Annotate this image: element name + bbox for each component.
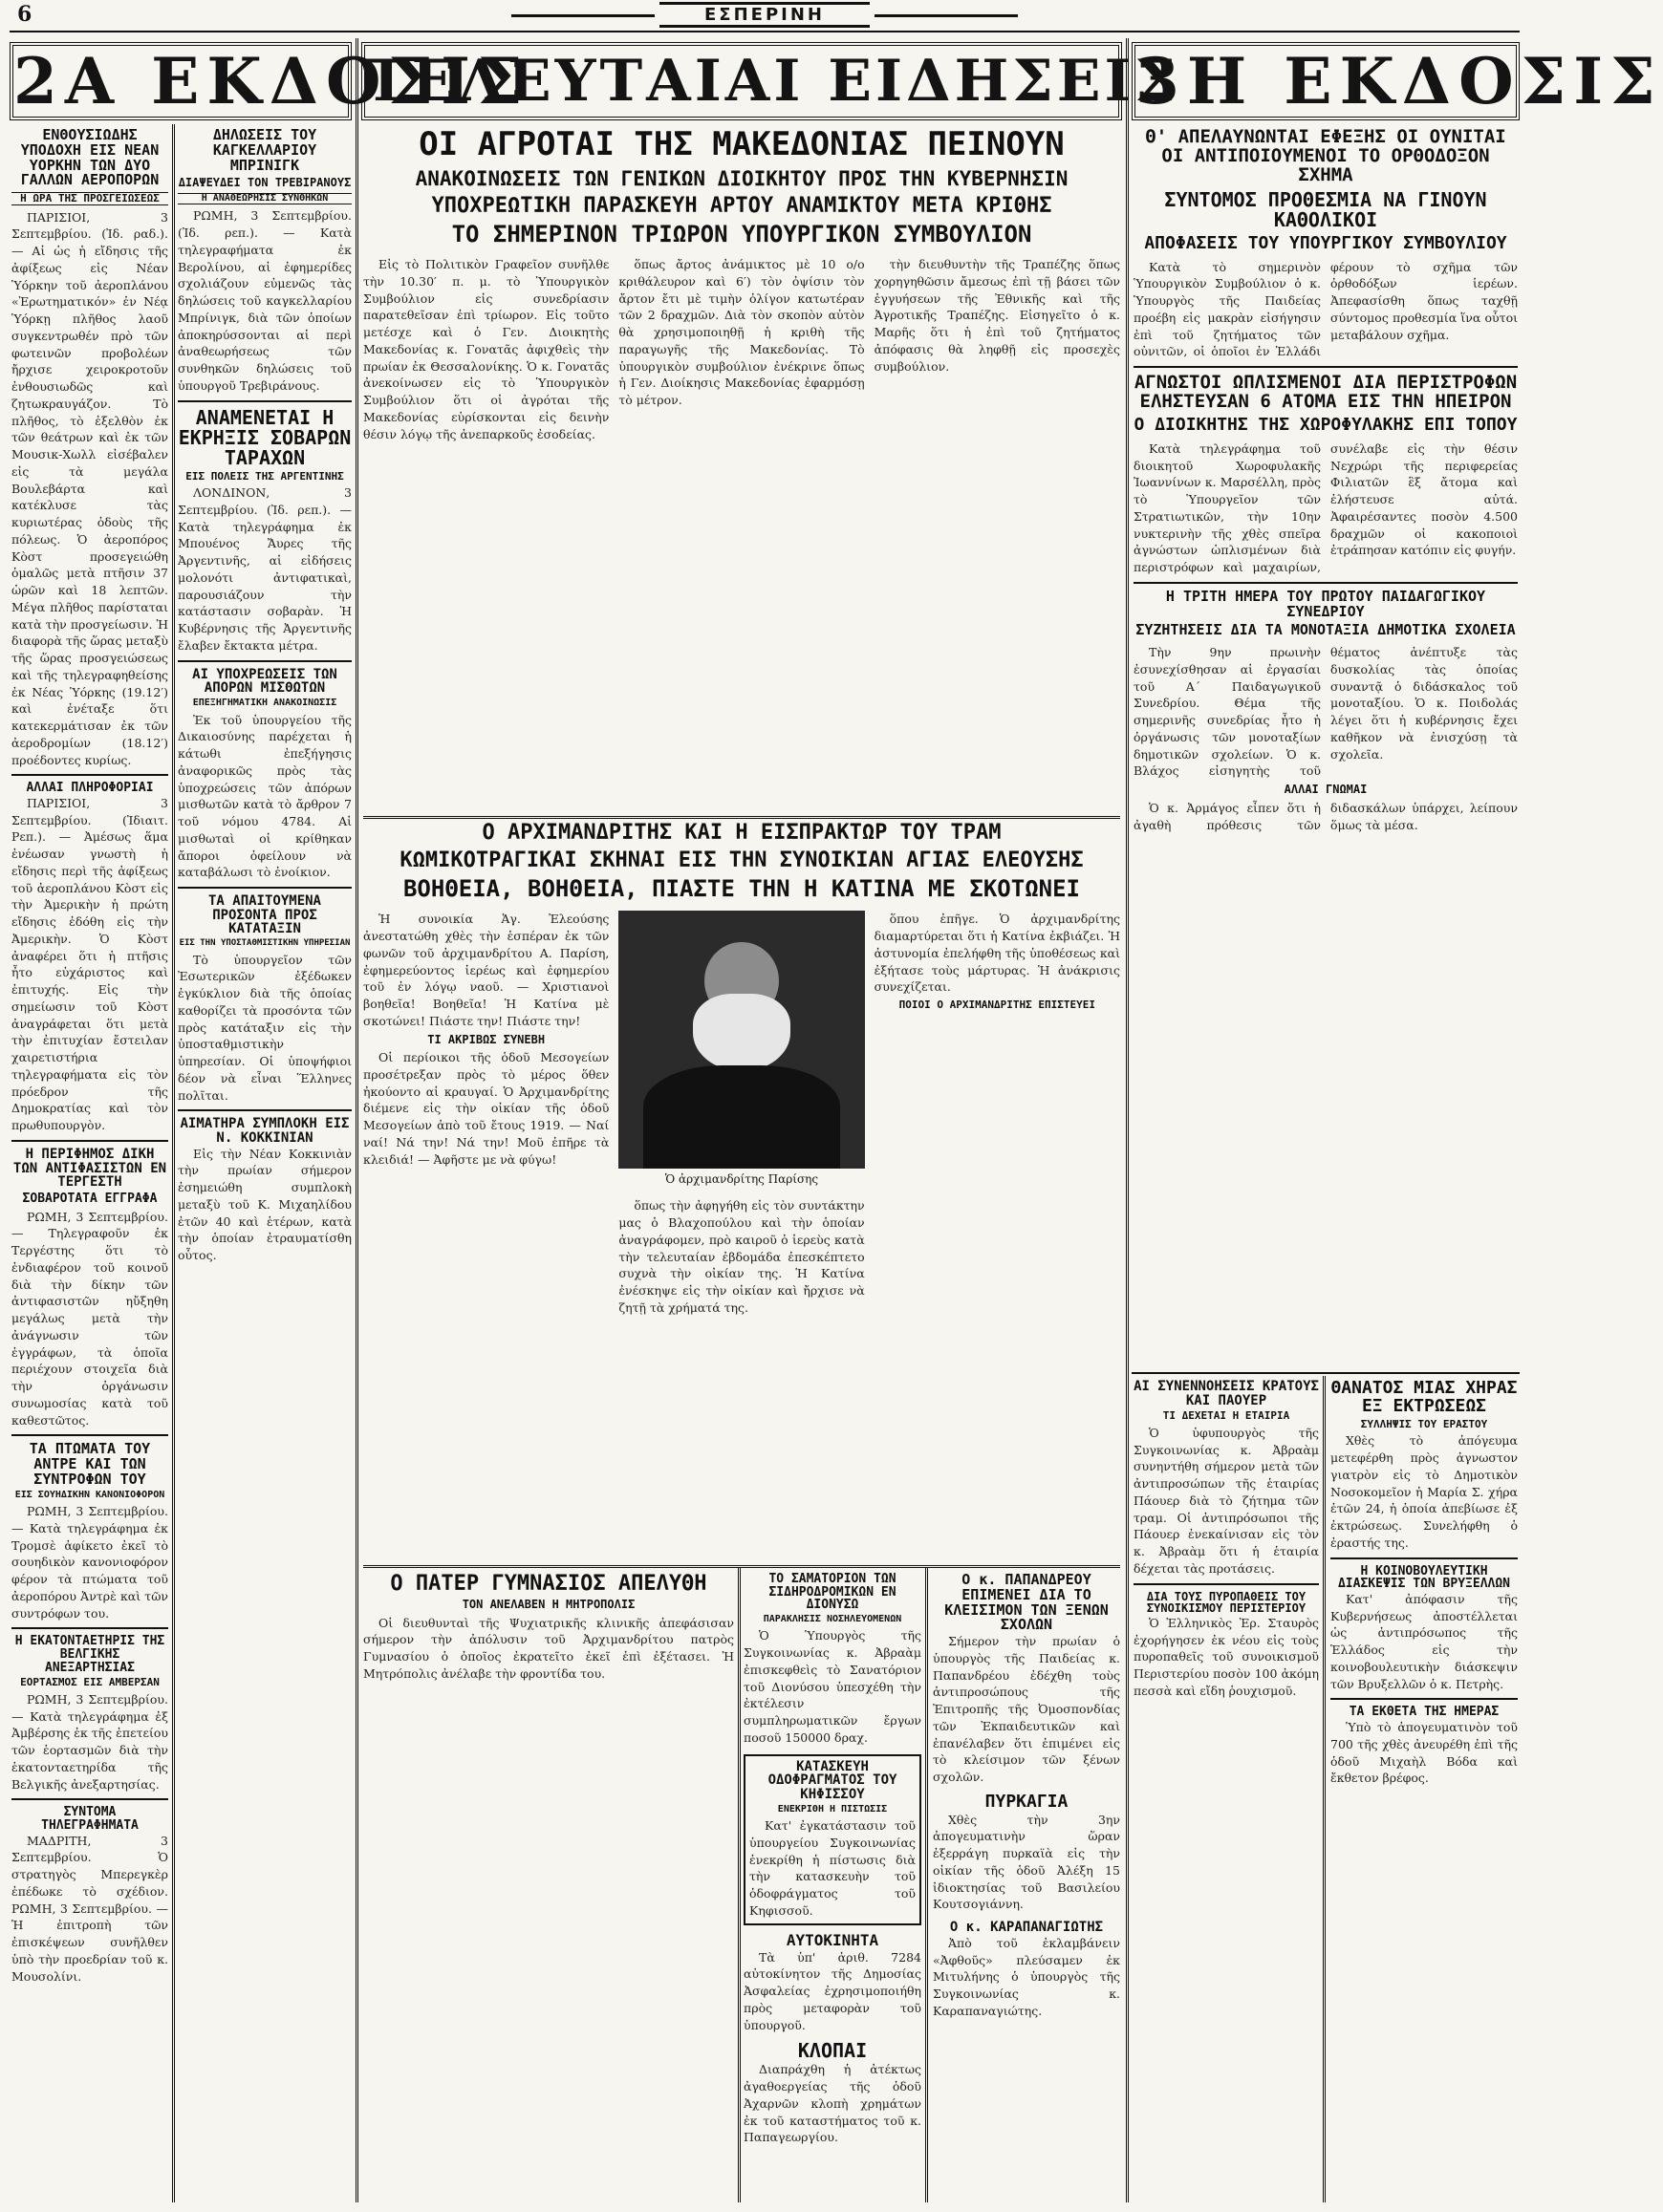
article-text: ΛΟΝΔΙΝΟΝ, 3 Σεπτεμβρίου. (Ἰδ. ρεπ.). — Κατὰ τηλεγράφημα ἐκ Μπουένος Ἄυρες τῆς Ἀργεντινῆς, αἱ εἰδήσεις μολονότι ἀντιφατικαὶ, παρουσιάζουν τὴν κατάστασιν σοβαρὰν. Ἡ Κυβέρνησις τῆς Ἀργεντινῆς ἔλαβεν ἔκτακτα μέτρα. <box>178 485 352 653</box>
article-text: Κατ' ἐγκατάστασιν τοῦ ὑπουργείου Συγκοινωνίας ἐνεκρίθη ἡ πίστωσις διὰ τὴν κατασκευὴν τοῦ ὁδοφράγματος τοῦ Κηφισσοῦ. <box>749 1818 916 1918</box>
banner-latest-news: ΤΕΛΕΥΤΑΙΑΙ ΕΙΔΗΣΕΙΣ <box>361 42 1122 120</box>
page-number: 6 <box>17 2 32 27</box>
subhead: ΑΠΟΦΑΣΕΙΣ ΤΟΥ ΥΠΟΥΡΓΙΚΟΥ ΣΥΜΒΟΥΛΙΟΥ <box>1144 232 1507 253</box>
subhead: ΤΟΝ ΑΝΕΛΑΒΕΝ Η ΜΗΤΡΟΠΟΛΙΣ <box>462 1598 636 1612</box>
article-text: Χθὲς τὴν 3ην ἀπογευματινὴν ὥραν ἐξερράγη πυρκαϊὰ εἰς τὴν οἰκίαν τῆς ὁδοῦ Ἀλέξη 15 ἰδιοκτησίας τοῦ Βασιλείου Κουτσογιάννη. <box>933 1812 1120 1912</box>
article-text: Σήμερον τὴν πρωίαν ὁ ὑπουργὸς τῆς Παιδείας κ. Παπανδρέου ἐδέχθη τοὺς ἀντιπροσώπους τῆς Ἐπιτροπῆς τῆς Ὀμοσπονδίας τῶν Ἐκπαιδευτικῶν καὶ ἐπανέλαβεν ὅτι ἐπιμένει εἰς τὸ κλείσιμον τῶν ξένων σχολῶν. <box>933 1634 1120 1784</box>
headline-pater: Ο ΠΑΤΕΡ ΓΥΜΝΑΣΙΟΣ ΑΠΕΛΥΘΗ <box>390 1572 707 1596</box>
article-text: ΡΩΜΗ, 3 Σεπτεμβρίου. (Ἰδ. ρεπ.). — Κατὰ τηλεγραφήματα ἐκ Βερολίνου, αἱ ἐφημερίδες σχολιάζουν εὐμενῶς τὰς δηλώσεις τοῦ καγκελλαρίου Μπρίνιγκ, διὰ τῶν ὁποίων ἀποκηρύσσονται αἱ περὶ ἀναθεωρήσεως τῶν συνθηκῶν δηλώσεις τοῦ ὑπουργοῦ Τρεβιράνους. <box>178 208 352 393</box>
article-text: ΠΑΡΙΣΙΟΙ, 3 Σεπτεμβρίου. (Ἰδιαιτ. Ρεπ.). — Ἀμέσως ἅμα ἐνέωσαν γνωστὴ ἡ εἴδησις περὶ τῆς ἀφίξεως τοῦ ἀεροπλάνου Κὸστ εἰς τὴν Ἀμερικὴν ἡ πρώτη εἴδησις ἐδόθη εἰς τὴν Ἀμερικὴν. Ὁ Κὸστ ἀναφέρει ὅτι ἡ πτῆσις ἦτο εὐχάριστος καὶ ἐπιτυχής. Εἰς τὴν σημείωσιν τοῦ Κὸστ ἀναγράφεται ὅτι μετὰ τὴν ἐπιτυχίαν ἔστειλαν χαιρετιστήρια τηλεγραφήματα εἰς τὸν πρόεδρον τῆς Δημοκρατίας καὶ τὸν πρωθυπουργὸν. <box>11 795 168 1133</box>
subhead: ΤΟ ΣΗΜΕΡΙΝΟΝ ΤΡΙΩΡΟΝ ΥΠΟΥΡΓΙΚΟΝ ΣΥΜΒΟΥΛΙΟΝ <box>451 220 1032 247</box>
column-divider <box>172 124 175 2202</box>
column-5-bottom-right <box>1330 1380 1518 2201</box>
masthead: ΕΣΠΕΡΙΝΗ <box>659 2 870 28</box>
column-divider <box>738 1567 741 2202</box>
banner-3rd-edition: 3Η ΕΚΔΟΣΙΣ <box>1132 42 1520 120</box>
headline-thefts: ΚΛΟΠΑΙ <box>797 2039 868 2063</box>
subhead: Η ΩΡΑ ΤΗΣ ΠΡΟΣΓΕΙΩΣΕΩΣ <box>11 192 168 205</box>
article-text: Εἰς τὴν Νέαν Κοκκινιὰν τὴν πρωίαν σήμερον ἐσημειώθη συμπλοκὴ μεταξὺ τοῦ Κ. Μιχαηλίδου ἐτῶν 40 καὶ ἑτέρων, κατὰ τὴν ὁποίαν ἐτραυματίσθη οὗτος. <box>178 1146 352 1263</box>
article-text: Κατὰ τηλεγράφημα τοῦ διοικητοῦ Χωροφυλακῆς Ἰωαννίνων κ. Μαρσέλλη, πρὸς τὸ Ὑπουργεῖον τῶν Στρατιωτικῶν, τὴν 10ην νυκτερινὴν τῆς χθὲς σπεῖρα ἀγνώστων ὡπλισμένων διὰ περιστρόφων καὶ μαχαιρίων, συνέλαβε εἰς τὴν θέσιν Νεχρώρι τῆς περιφερείας Φιλιατῶν ἓξ ἄτομα καὶ ἐλήστευσε αὐτά. Ἀφαιρέσαντες ποσὸν 4.500 δραχμῶν οἱ κακοποιοὶ ἐτράπησαν κατόπιν εἰς φυγήν. <box>1134 440 1518 575</box>
column-divider <box>356 38 358 2202</box>
subhead: ΕΙΣ ΠΟΛΕΙΣ ΤΗΣ ΑΡΓΕΝΤΙΝΗΣ <box>185 469 344 483</box>
headline-sanatorium: ΤΟ ΣΑΜΑΤΟΡΙΟΝ ΤΩΝ ΣΙΔΗΡΟΔΡΟΜΙΚΩΝ ΕΝ ΔΙΟΝΥΣΩ <box>768 1572 896 1613</box>
boxed-item <box>744 1754 921 1925</box>
article-text: Χθὲς τὸ ἀπόγευμα μετεφέρθη πρὸς ἀγνωστον γιατρὸν εἰς τὸ Δημοτικὸν Νοσοκομεῖον ἡ Μαρία Σ. χήρα ἐτῶν 24, ἡ ὁποία ἀπεβίωσε ἐξ ἐκτρώσεως. Συνελήφθη ὁ ἐραστής της. <box>1330 1433 1518 1550</box>
article-text: ΜΑΔΡΙΤΗ, 3 Σεπτεμβρίου. Ὁ στρατηγὸς Μπερεγκὲρ ἐπέδωκε τὸ σχέδιον. ΡΩΜΗ, 3 Σεπτεμβρίου. — Ἡ ἐπιτροπὴ τῶν ἐπισκέψεων συνῆλθεν ὑπὸ τὴν προεδρίαν τοῦ κ. Μουσολίνι. <box>11 1833 168 1984</box>
headline-archimandrite: Ο ΑΡΧΙΜΑΝΔΡΙΤΗΣ ΚΑΙ Η ΕΙΣΠΡΑΚΤΩΡ ΤΟΥ ΤΡΑΜ <box>482 821 1002 845</box>
article-text: Ἡ συνοικία Ἁγ. Ἐλεούσης ἀνεστατώθη χθὲς τὴν ἑσπέραν ἐκ τῶν φωνῶν τοῦ ἀρχιμανδρίτου Α. Παρίση, ἐφημερεύοντος ἱερέως καὶ ἐφημερίου τοῦ ἐν λόγῳ ναοῦ. — Χριστιανοὶ βοηθεῖα! Βοηθεῖα! Ἡ Κατίνα μὲ σκοτώνει! Πιάστε την! Πιάστε την! <box>363 912 610 1028</box>
banner-2nd-edition: 2Α ΕΚΔΟΣΙΣ <box>10 42 352 120</box>
article-text: Τὴν 9ην πρωινὴν ἐσυνεχίσθησαν αἱ ἐργασίαι τοῦ Α΄ Παιδαγωγικοῦ Συνεδρίου. Θέμα τῆς σημερινῆς συνεδρίας ἦτο ἡ ὀργάνωσις τῶν μονοταξίων δημοτικῶν σχολείων. Ὁ κ. Βλάχος εἰσηγητὴς τοῦ θέματος ἀνέπτυξε τὰς δυσκολίας τὰς ὁποίας συναντᾷ ὁ διδάσκαλος τοῦ μονοταξίου. Ὁ κ. Ποιδολάς λέγει ὅτι ἡ κυβέρνησις ἔχει καθῆκον νὰ ἐνισχύσῃ τὰ σχολεῖα. <box>1134 645 1518 779</box>
subhead: ΑΛΛΑΙ ΓΝΩΜΑΙ <box>1284 783 1368 797</box>
headline-telegrams: ΣΥΝΤΟΜΑ ΤΗΛΕΓΡΑΦΗΜΑΤΑ <box>41 1805 139 1833</box>
column-5-bottom-left <box>1134 1380 1319 2201</box>
subhead: ΕΝΕΚΡΙΘΗ Η ΠΙΣΤΩΣΙΣ <box>777 1803 888 1815</box>
headline-belgium: Η ΕΚΑΤΟΝΤΑΕΤΗΡΙΣ ΤΗΣ ΒΕΛΓΙΚΗΣ ΑΝΕΞΑΡΤΗΣΙΑΣ <box>14 1634 165 1675</box>
article-text: Ἀπὸ τοῦ ἐκλαμβάνειν «Ἀφθοῦς» πλεύσαμεν ἐκ Μιτυλήνης ὁ ὑπουργὸς τῆς Συγκοινωνίας κ. Καραπαναγιώτης. <box>933 1935 1120 2018</box>
subhead: ΤΙ ΔΕΧΕΤΑΙ Η ΕΤΑΙΡΙΑ <box>1162 1409 1290 1423</box>
subhead: ΥΠΟΧΡΕΩΤΙΚΗ ΠΑΡΑΣΚΕΥΗ ΑΡΤΟΥ ΑΝΑΜΙΚΤΟΥ ΜΕΤΑ ΚΡΙΘΗΣ <box>431 193 1052 218</box>
headline-widow-death: ΘΑΝΑΤΟΣ ΜΙΑΣ ΧΗΡΑΣ ΕΞ ΕΚΤΡΩΣΕΩΣ <box>1330 1378 1518 1416</box>
subhead: ΑΝΑΚΟΙΝΩΣΕΙΣ ΤΩΝ ΓΕΝΙΚΩΝ ΔΙΟΙΚΗΤΟΥ ΠΡΟΣ ΤΗΝ ΚΥΒΕΡΝΗΣΙΝ <box>415 166 1069 190</box>
headline-paris-flight: ΕΝΘΟΥΣΙΩΔΗΣ ΥΠΟΔΟΧΗ ΕΙΣ ΝΕΑΝ ΥΟΡΚΗΝ ΤΩΝ ΔΥΟ ΓΑΛΛΩΝ ΑΕΡΟΠΟΡΩΝ <box>20 126 160 189</box>
headline-macedonia-farmers: ΟΙ ΑΓΡΟΤΑΙ ΤΗΣ ΜΑΚΕΔΟΝΙΑΣ ΠΕΙΝΟΥΝ <box>419 125 1065 163</box>
section-divider <box>1132 1372 1520 1374</box>
subhead-quote: ΒΟΗΘΕΙΑ, ΒΟΗΘΕΙΑ, ΠΙΑΣΤΕ ΤΗΝ Η ΚΑΤΙΝΑ ΜΕ ΣΚΟΤΩΝΕΙ <box>402 875 1080 903</box>
column-divider <box>1126 38 1129 2202</box>
headline-power-talks: ΑΙ ΣΥΝΕΝΝΟΗΣΕΙΣ ΚΡΑΤΟΥΣ ΚΑΙ ΠΑΟΥΕΡ <box>1134 1379 1319 1408</box>
subhead: ΣΟΒΑΡΟΤΑΤΑ ΕΓΓΡΑΦΑ <box>22 1192 158 1206</box>
headline-trieste-trial: Η ΠΕΡΙΦΗΜΟΣ ΔΙΚΗ ΤΩΝ ΑΝΤΙΦΑΣΙΣΤΩΝ ΕΝ ΤΕΡΓΕΣΤΗ <box>12 1146 167 1191</box>
article-text: ὅπως τὴν ἀφηγήθη εἰς τὸν συντάκτην μας ὁ Βλαχοπούλου καὶ τὴν ὁποίαν ἀναγράφομεν, πρὸ καιροῦ ὁ ἱερεὺς κατὰ τὴν τελευταίαν ἐβδομάδα ἐπεσκέπτετο συχνὰ τὴν οἰκίαν της. Ἡ Κατίνα ἐνέσκηψε εἰς τὴν οἰκίαν καὶ ἤρχισε νὰ ζητῇ τὰ χρήματά της. <box>618 1198 865 1315</box>
column-2 <box>178 128 352 2201</box>
archimandrite-story <box>363 822 1120 1567</box>
headline-kifissos: ΚΑΤΑΣΚΕΥΗ ΟΔΟΦΡΑΓΜΑΤΟΣ ΤΟΥ ΚΗΦΙΣΣΟΥ <box>767 1758 897 1803</box>
subhead: ΕΟΡΤΑΣΜΟΣ ΕΙΣ ΑΜΒΕΡΣΑΝ <box>20 1676 160 1689</box>
article-text: ΠΑΡΙΣΙΟΙ, 3 Σεπτεμβρίου. (Ἰδ. ραδ.). — Αἱ ὡς ἡ εἴδησις τῆς ἀφίξεως εἰς Νέαν Ὑόρκην τοῦ ἀεροπλάνου «Ἐρωτηματικόν» ἐν Νέᾳ Ὑόρκῃ πλῆθος λαοῦ συγκεντρωθέν πρὸ τῶν φωτεινῶν προβολέων ἤρχισε χειροκροτοῦν ἐνθουσιωδῶς καὶ ζητωκραυγάζον. Τὸ πλῆθος, τὸ ἐξελθὸν ἐκ τῶν θεάτρων καὶ ἐκ τῶν Μουσικ-Χωλλ εἰσέβαλεν εἰς τὰ μεγάλα Βουλεβάρτα καὶ κατέκλυσε τὰς κυριωτέρας ὁδοὺς τῆς πόλεως. Ὁ ἀεροπόρος Κὸστ προσεγειώθη ὁμαλῶς μετὰ πτῆσιν 37 ὡρῶν καὶ 18 λεπτῶν. Μέγα πλῆθος παρίσταται κατὰ τὴν προσγείωσιν. Ἡ διαφορὰ τῆς ὥρας μεταξὺ τῆς ὥρας προσγειώσεως καὶ τῆς τηλεγραφηθείσης ἐκ Νέας Ὑόρκης (19.12′) καὶ ἐνέταξε ὅτι κατεκερμάτισαν ἐκ τῶν ἀεροδρομίων (18.12′) προέδοντες κυρίως. <box>11 209 168 767</box>
subhead: ΔΙΑΨΕΥΔΕΙ ΤΟΝ ΤΡΕΒΙΡΑΝΟΥΣ <box>178 176 352 190</box>
subhead: ΠΟΙΟΙ Ο ΑΡΧΙΜΑΝΔΡΙΤΗΣ ΕΠΙΣΤΕΥΕΙ <box>898 999 1095 1012</box>
article-text: ΡΩΜΗ, 3 Σεπτεμβρίου. — Κατὰ τηλεγράφημα ἐξ Ἀμβέρσης ἐκ τῆς ἐπετείου τῶν ἑορτασμῶν διὰ τὴν ἑκατονταετηρίδα τῆς Βελγικῆς ἀνεξαρτησίας. <box>11 1691 168 1792</box>
article-text: Κατὰ τὸ σημερινὸν Ὑπουργικὸν Συμβούλιον ὁ κ. Ὑπουργὸς τῆς Παιδείας προέβη εἰς μακρὰν εἰσήγησιν ἐπὶ τοῦ ζητήματος τῶν οὐνιτῶν, οἱ ὁποῖοι ἐν Ἑλλάδι φέρουν τὸ σχῆμα τῶν ὀρθοδόξων ἱερέων. Ἀπεφασίσθη ὅπως ταχθῇ σύντομος προθεσμία ἵνα οὗτοι μεταβάλουν σχῆμα. <box>1134 259 1518 359</box>
subhead: ΕΠΕΞΗΓΗΜΑΤΙΚΗ ΑΝΑΚΟΙΝΩΣΙΣ <box>192 698 337 709</box>
headline-epirus-robbery: ΑΓΝΩΣΤΟΙ ΩΠΛΙΣΜΕΝΟΙ ΔΙΑ ΠΕΡΙΣΤΡΟΦΩΝ ΕΛΗΣΤΕΥΣΑΝ 6 ΑΤΟΜΑ ΕΙΣ ΤΗΝ ΗΠΕΙΡΟΝ <box>1134 372 1518 413</box>
photo-block <box>618 911 864 1197</box>
headline-bruning: ΔΗΛΩΣΕΙΣ ΤΟΥ ΚΑΓΚΕΛΛΑΡΙΟΥ ΜΠΡΙΝΙΓΚ <box>212 126 317 174</box>
section-divider <box>363 1565 1120 1568</box>
article-text: Διαπράχθη ἡ ἀτέκτως ἀγαθοεργείας τῆς ὁδοῦ Ἀχαρνῶν κλοπὴ χρημάτων ἐκ τοῦ καταστήματος τοῦ κ. Παπαγεωργίου. <box>744 2062 921 2145</box>
article-text: Ὑπὸ τὸ ἀπογευματινὸν τοῦ 700 τῆς χθὲς ἀνευρέθη ἐπὶ τῆς ὁδοῦ Μιχαὴλ Βόδα καὶ ἔκθετον βρέφος. <box>1330 1720 1518 1786</box>
subhead: ΠΑΡΑΚΛΗΣΙΣ ΝΟΣΗΛΕΥΟΜΕΝΩΝ <box>763 1613 902 1624</box>
headline-andree-bodies: ΤΑ ΠΤΩΜΑΤΑ ΤΟΥ ΑΝΤΡΕ ΚΑΙ ΤΩΝ ΣΥΝΤΡΟΦΩΝ ΤΟΥ <box>29 1440 151 1488</box>
article-text: ὅπως ἄρτος ἀνάμικτος μὲ 10 ο/ο κριθάλευρον καὶ 6′) τὸν ὀψίσιν τὸν ἄρτον ἔτι μὲ τιμὴν ὀλίγον κατωτέραν τῶν 2 δραχμῶν. Διὰ τὸν σκοπὸν αὐτὸν θὰ χρησιμοποιηθῇ ἡ κριθὴ τῆς παραγωγῆς τῆς Μακεδονίας. Τὸ ὑπουργικὸν συμβούλιον ἐνέκρινε ὅπως ἡ Γεν. Διοίκησις Μακεδονίας ἐφαρμόσῃ τὸ μέτρον. <box>618 257 865 408</box>
headline-karapanagiotis: Ο κ. ΚΑΡΑΠΑΝΑΓΙΩΤΗΣ <box>949 1920 1104 1936</box>
story-papandreou <box>933 1573 1120 2203</box>
subhead: ΣΥΖΗΤΗΣΕΙΣ ΔΙΑ ΤΑ ΜΟΝΟΤΑΞΙΑ ΔΗΜΟΤΙΚΑ ΣΧΟΛΕΙΑ <box>1135 621 1516 639</box>
article-text: ΡΩΜΗ, 3 Σεπτεμβρίου. — Κατὰ τηλεγράφημα ἐκ Τρομσὲ ἀφίκετο ἐκεῖ τὸ σουηδικὸν κανονιοφόρον φέρον τὰ πτώματα τοῦ ἀεροπόρου Ἀντρὲ καὶ τῶν συντρόφων του. <box>11 1504 168 1621</box>
article-text: Οἱ διευθυνταὶ τῆς Ψυχιατρικῆς κλινικῆς ἀπεφάσισαν σήμερον τὴν ἀπόλυσιν τοῦ Ἀρχιμανδρίτου πατρὸς Γυμνασίου ὁ ὁποῖος ἐκρατεῖτο ἐκεῖ ἐπὶ ἐξέτασει. Ἡ Μητρόπολις ἀνέλαβε τὴν φροντίδα του. <box>363 1615 734 1681</box>
column-divider <box>1323 1376 1326 2202</box>
headline-kokkinia: ΑΙΜΑΤΗΡΑ ΣΥΜΠΛΟΚΗ ΕΙΣ Ν. ΚΟΚΚΙΝΙΑΝ <box>180 1116 350 1146</box>
article-text: Ὁ Ἑλληνικὸς Ἐρ. Σταυρὸς ἐχορήγησεν ἐκ νέου εἰς τοὺς πυροπαθεῖς τοῦ συνοικισμοῦ Περιστερίου ποσὸν 100 ἀκόμη πεσσὰ καὶ εἴδη ῥουχισμοῦ. <box>1134 1615 1319 1698</box>
article-text: Κατ' ἀπόφασιν τῆς Κυβερνήσεως ἀποστέλλεται ὡς ἀντιπρόσωπος τῆς Ἑλλάδος εἰς τὴν κοινοβουλευτικὴν διάσκεψιν τῶν Βρυξελλῶν ὁ κ. Πετρὴς. <box>1330 1591 1518 1691</box>
subhead: ΚΩΜΙΚΟΤΡΑΓΙΚΑΙ ΣΚΗΝΑΙ ΕΙΣ ΤΗΝ ΣΥΝΟΙΚΙΑΝ ΑΓΙΑΣ ΕΛΕΟΥΣΗΣ <box>400 848 1084 873</box>
photo-caption: Ὁ ἀρχιμανδρίτης Παρίσης <box>664 1172 819 1187</box>
subhead: ΣΥΝΤΟΜΟΣ ΠΡΟΘΕΣΜΙΑ ΝΑ ΓΙΝΟΥΝ ΚΑΘΟΛΙΚΟΙ <box>1164 187 1487 231</box>
article-text: ΡΩΜΗ, 3 Σεπτεμβρίου. — Τηλεγραφοῦν ἐκ Τεργέστης ὅτι τὸ ἐνδιαφέρον τοῦ κοινοῦ διὰ τὴν δίκην τῶν ἀντιφασιστῶν ηὔξηθη μεγάλως μετὰ τὴν ἀνάγνωσιν τῶν ἐγγράφων, τὰ ὁποῖα περιέχουν στοιχεῖα διὰ τὴν ὀργάνωσιν συνωμοσίας κατὰ τοῦ καθεστῶτος. <box>11 1209 168 1428</box>
article-text: Οἱ περίοικοι τῆς ὁδοῦ Μεσογείων προσέτρεξαν πρὸς τὸ μέρος ὅθεν ἠκούοντο αἱ κραυγαί. Ὁ Ἀρχιμανδρίτης διέμενε εἰς τὴν οἰκίαν τῆς ὁδοῦ Μεσογείων ἀπὸ τοῦ ἔτους 1919. — Ναί ναί! Νά την! Νά την! Μοῦ ἐπῆρε τὰ κλειδιά! — Ἀφῆστε με νὰ φύγω! <box>363 1050 610 1167</box>
column-1 <box>11 128 168 2201</box>
article-text: Τὰ ὑπ' ἀριθ. 7284 αὐτοκίνητον τῆς Δημοσίας Ἀσφαλείας ἐχρησιμοποιήθη πρὸς μεταφορὰν τοῦ ὑπουργοῦ. <box>744 1949 921 2032</box>
headline-fire: ΠΥΡΚΑΓΙΑ <box>984 1791 1069 1812</box>
article-text: ὅπου ἐπῆγε. Ὁ ἀρχιμανδρίτης διαμαρτύρεται ὅτι ἡ Κατίνα ἐκβιάζει. Ἡ ἀστυνομία ἐπελήφθη τῆς ὑποθέσεως καὶ ἐξήτασε τοὺς μάρτυρας. Ἡ ἀνάκρισις συνεχίζεται. <box>874 912 1120 995</box>
article-text: Ὁ κ. Ἀρμάγος εἶπεν ὅτι ἡ ἀγαθὴ πρόθεσις τῶν διδασκάλων ὑπάρχει, λείπουν ὅμως τὰ μέσα. <box>1134 800 1518 832</box>
section-divider <box>363 816 1120 819</box>
headline: ΑΛΛΑΙ ΠΛΗΡΟΦΟΡΙΑΙ <box>26 781 154 796</box>
subhead: Η ΑΝΑΘΕΩΡΗΣΙΣ ΣΥΝΘΗΚΩΝ <box>178 193 352 205</box>
article-text: Τὸ ὑπουργεῖον τῶν Ἐσωτερικῶν ἐξέδωκεν ἐγκύκλιον διὰ τῆς ὁποίας καθορίζει τὰ προσόντα τῶν πρὸς κατάταξιν εἰς τὴν ὑποσταθμιστικὴν ὑπηρεσίαν. Οἱ ὑποψήφιοι δέον νὰ εἶναι Ἕλληνες πολῖται. <box>178 952 352 1103</box>
article-text: Ὁ ὑφυπουργὸς τῆς Συγκοινωνίας κ. Ἀβραὰμ συνηντήθη σήμερον μετὰ τῶν ἀντιπροσώπων τῆς ἑταιρίας Πάουερ διὰ τὸ ζήτημα τῶν τραμ. Οἱ ἀντιπρόσωποι τῆς Πάουερ ἐνεκαίνισαν εἰς τὸν κ. Ἀβραὰμ ὅτι ἡ ἑταιρία δέχεται τὰς προτάσεις. <box>1134 1425 1319 1576</box>
column-5-top <box>1134 128 1518 1370</box>
article-text: Εἰς τὸ Πολιτικὸν Γραφεῖον συνῆλθε τὴν 10.30′ π. μ. τὸ Ὑπουργικὸν Συμβούλιον εἰς συνεδρίασιν παρατεθεῖσαν ἐπὶ τρίωρον. Εἰς τοῦτο μετέσχε καὶ ὁ Γεν. Διοικητὴς Μακεδονίας κ. Γονατᾶς ἀφιχθεὶς τὴν πρωίαν ἐκ Θεσσαλονίκης. Ὁ κ. Γονατᾶς ἀνεκοίνωσεν εἰς τὸ Ὑπουργικὸν Συμβούλιον ὅτι οἱ ἀγρόται τῆς Μακεδονίας εὑρίσκονται εἰς δεινὴν θέσιν λόγῳ τῆς ἀνεπαρκοῦς ἐσοδείας. <box>363 257 610 441</box>
headline-papandreou: Ο κ. ΠΑΠΑΝΔΡΕΟΥ ΕΠΙΜΕΝΕΙ ΔΙΑ ΤΟ ΚΛΕΙΣΙΜΟΝ ΤΩΝ ΞΕΝΩΝ ΣΧΟΛΩΝ <box>944 1571 1109 1634</box>
lead-story <box>363 125 1120 816</box>
headline-foundlings: ΤΑ ΕΚΘΕΤΑ ΤΗΣ ΗΜΕΡΑΣ <box>1349 1705 1500 1720</box>
article-text: τὴν διευθυντὴν τῆς Τραπέζης ὅπως χορηγηθῶσιν ἄμεσως ἐπὶ τῇ βάσει τῶν ἐγγυήσεων τῆς Ἐθνικῆς καὶ τῆς Ἀγροτικῆς Τραπέζης. Εἰσηγεῖτο ὁ κ. Μαρῆς ὅτι ἡ ἐπὶ τοῦ ζητήματος ἀπόφασις θὰ ληφθῇ εἰς προσεχὲς συμβούλιον. <box>874 257 1120 374</box>
headline-uniates: Θ' ΑΠΕΛΑΥΝΩΝΤΑΙ ΕΦΕΞΗΣ ΟΙ ΟΥΝΙΤΑΙ ΟΙ ΑΝΤΙΠΟΙΟΥΜΕΝΟΙ ΤΟ ΟΡΘΟΔΟΞΟΝ ΣΧΗΜΑ <box>1145 126 1506 185</box>
page-header <box>10 0 1520 32</box>
subhead: Ο ΔΙΟΙΚΗΤΗΣ ΤΗΣ ΧΩΡΟΦΥΛΑΚΗΣ ΕΠΙ ΤΟΠΟΥ <box>1134 415 1518 436</box>
story-sanatorium <box>744 1573 921 2203</box>
subhead: ΤΙ ΑΚΡΙΒΩΣ ΣΥΝΕΒΗ <box>427 1032 546 1046</box>
headline-pedagogical-congress: Η ΤΡΙΤΗ ΗΜΕΡΑ ΤΟΥ ΠΡΩΤΟΥ ΠΑΙΔΑΓΩΓΙΚΟΥ ΣΥΝΕΔΡΙΟΥ <box>1165 587 1486 620</box>
article-text: Ὁ Ὑπουργὸς τῆς Συγκοινωνίας κ. Ἀβραὰμ ἐπισκεφθεὶς τὸ Σανατόριον τοῦ Διονύσου ὑπεσχέθη τὴν ἐκτέλεσιν συμπληρωματικῶν ἔργων ποσοῦ 150000 δραχ. <box>744 1628 921 1745</box>
headline-peristeri-fire: ΔΙΑ ΤΟΥΣ ΠΥΡΟΠΑΘΕΙΣ ΤΟΥ ΣΥΝΟΙΚΙΣΜΟΥ ΠΕΡΙΣΤΕΡΙΟΥ <box>1146 1589 1307 1616</box>
story-pater <box>363 1573 734 2203</box>
headline-brussels-conference: Η ΚΟΙΝΟΒΟΥΛΕΥΤΙΚΗ ΔΙΑΣΚΕΨΙΣ ΤΩΝ ΒΡΥΞΕΛΛΩΝ <box>1337 1563 1510 1592</box>
headline-qualifications: ΤΑ ΑΠΑΙΤΟΥΜΕΝΑ ΠΡΟΣΟΝΤΑ ΠΡΟΣ ΚΑΤΑΤΑΞΙΝ <box>207 893 321 937</box>
article-text: Ἐκ τοῦ ὑπουργείου τῆς Δικαιοσύνης παρέχεται ἡ κάτωθι ἐπεξήγησις ἀναφορικῶς πρὸς τὰς ὑποχρεώσεις τῶν ἀπόρων μισθωτῶν κατὰ τὸ ἄρθρον 7 τοῦ νόμου 4784. Αἱ μισθωταὶ οἱ κρίθηκαν ἄποροι ὀφείλουν νὰ καταβάλωσι τὸ ἐνοίκιον. <box>178 712 352 880</box>
headline-argentina: ΑΝΑΜΕΝΕΤΑΙ Η ΕΚΡΗΞΙΣ ΣΟΒΑΡΩΝ ΤΑΡΑΧΩΝ <box>178 405 352 469</box>
headline-tenants: ΑΙ ΥΠΟΧΡΕΩΣΕΙΣ ΤΩΝ ΑΠΟΡΩΝ ΜΙΣΘΩΤΩΝ <box>192 666 337 697</box>
subhead: ΣΥΛΛΗΨΙΣ ΤΟΥ ΕΡΑΣΤΟΥ <box>1360 1417 1488 1430</box>
headline-cars: ΑΥΤΟΚΙΝΗΤΑ <box>786 1930 879 1949</box>
archimandrite-photo <box>618 911 864 1169</box>
column-divider <box>925 1567 928 2202</box>
subhead: ΕΙΣ ΣΟΥΗΔΙΚΗΝ ΚΑΝΟΝΙΟΦΟΡΟΝ <box>14 1489 165 1500</box>
subhead: ΕΙΣ ΤΗΝ ΥΠΟΣΤΑΘΜΙΣΤΙΚΗΝ ΥΠΗΡΕΣΙΑΝ <box>179 938 351 949</box>
